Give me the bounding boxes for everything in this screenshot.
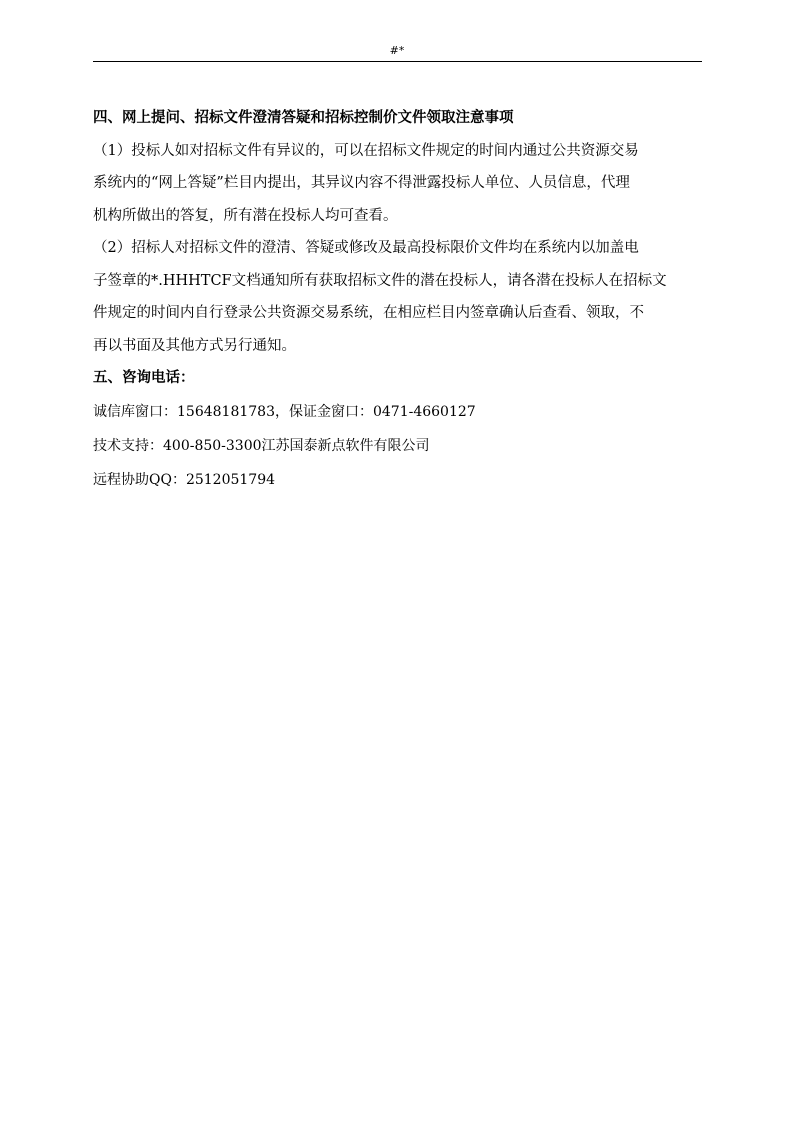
paragraph-line: 件规定的时间内自行登录公共资源交易系统，在相应栏目内签章确认后查看、领取，不 — [93, 305, 644, 321]
header-mark: #* — [389, 44, 405, 57]
paragraph-line: （1）投标人如对招标文件有异议的，可以在招标文件规定的时间内通过公共资源交易 — [93, 142, 639, 159]
section4-paragraph-1 — [93, 135, 705, 233]
paragraph-line: 系统内的“网上答疑”栏目内提出，其异议内容不得泄露投标人单位、人员信息，代理 — [93, 175, 630, 191]
section4-paragraph-2 — [93, 232, 705, 362]
paragraph-line: 机构所做出的答复，所有潜在投标人均可查看。 — [93, 207, 398, 224]
contact-line-hotline: 诚信库窗口：15648181783，保证金窗口：0471-4660127 — [93, 403, 476, 420]
document-body — [93, 102, 705, 497]
contact-line-tech-support: 技术支持：400-850-3300江苏国泰新点软件有限公司 — [93, 437, 430, 454]
contact-line-remote-qq: 远程协助QQ：2512051794 — [93, 471, 276, 488]
section4-title: 四、网上提问、招标文件澄清答疑和招标控制价文件领取注意事项 — [93, 109, 514, 126]
paragraph-line: （2）招标人对招标文件的澄清、答疑或修改及最高投标限价文件均在系统内以加盖电 — [93, 240, 639, 256]
section5-title: 五、咨询电话： — [93, 369, 195, 386]
contact-list — [93, 395, 705, 497]
paragraph-line: 子签章的*.HHHTCF文档通知所有获取招标文件的潜在投标人，请各潜在投标人在招标文 — [93, 272, 667, 289]
paragraph-line: 再以书面及其他方式另行通知。 — [93, 337, 296, 354]
header-rule — [93, 61, 702, 62]
